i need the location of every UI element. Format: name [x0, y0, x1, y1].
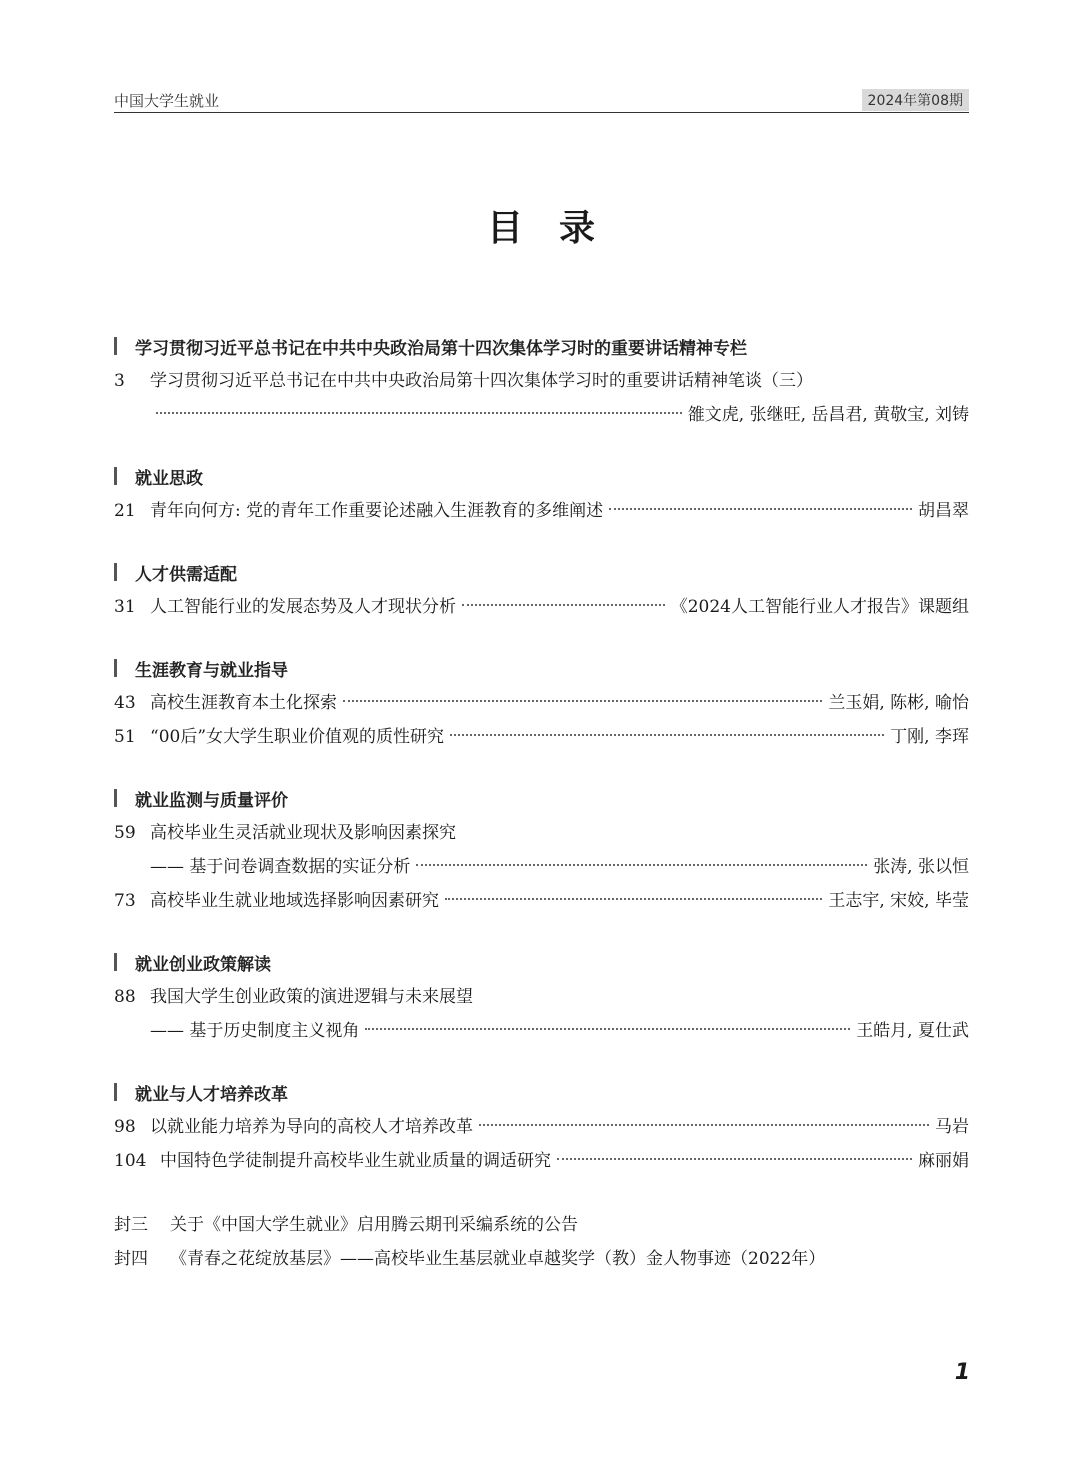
toc-section: [114, 332, 969, 432]
toc-section: [114, 558, 969, 624]
toc-entry[interactable]: [114, 1144, 969, 1178]
journal-name: 中国大学生就业: [114, 92, 220, 110]
toc-entry[interactable]: [114, 364, 969, 432]
leader-dots: [343, 700, 822, 702]
section-marker: [114, 789, 117, 807]
entry-author: 王皓月, 夏仕武: [856, 1021, 969, 1041]
entry-page-number: 73: [114, 891, 136, 911]
entry-author: 兰玉娟, 陈彬, 喻怡: [828, 693, 969, 713]
issue-badge: 2024年第08期: [862, 89, 969, 111]
entry-page-number: 104: [114, 1151, 147, 1171]
entry-page-number: 51: [114, 727, 136, 747]
entry-title[interactable]: 中国特色学徒制提升高校毕业生就业质量的调适研究: [160, 1151, 551, 1171]
toc-entry[interactable]: [114, 720, 969, 754]
entry-subtitle-line: [114, 1014, 969, 1048]
entry-author: 胡昌翠: [918, 501, 969, 521]
entry-line: [114, 884, 969, 918]
page-title: 目录: [486, 208, 631, 249]
entry-page-number: 3: [114, 371, 125, 391]
entry-subtitle: —— 基于历史制度主义视角: [150, 1021, 360, 1041]
leader-dots: [365, 1028, 850, 1030]
entry-line: [114, 590, 969, 624]
toc-section: [114, 462, 969, 528]
section-marker: [114, 467, 117, 485]
section-heading-text: 人才供需适配: [135, 564, 237, 585]
cover-entry[interactable]: [114, 1208, 969, 1242]
cover-text: 《青春之花绽放基层》——高校毕业生基层就业卓越奖学（教）金人物事迹（2022年）: [170, 1249, 826, 1269]
entry-author: 王志宇, 宋姣, 毕莹: [828, 891, 969, 911]
entry-author: 张涛, 张以恒: [873, 857, 969, 877]
entry-title[interactable]: 高校毕业生灵活就业现状及影响因素探究: [150, 823, 456, 843]
entry-author: 《2024人工智能行业人才报告》课题组: [670, 597, 969, 617]
entry-author: 马岩: [935, 1117, 969, 1137]
toc-section: [114, 784, 969, 918]
cover-label: 封四: [114, 1249, 148, 1269]
entry-subtitle-line: [114, 850, 969, 884]
section-heading-text: 就业创业政策解读: [135, 954, 271, 975]
section-heading: [114, 654, 969, 682]
entry-line: [114, 1144, 969, 1178]
section-heading: [114, 784, 969, 812]
toc-entry[interactable]: [114, 686, 969, 720]
entry-title[interactable]: 人工智能行业的发展态势及人才现状分析: [150, 597, 456, 617]
entry-line: [114, 686, 969, 720]
section-heading: [114, 558, 969, 586]
table-of-contents: [114, 332, 969, 1276]
section-heading-text: 就业与人才培养改革: [135, 1084, 288, 1105]
leader-dots: [156, 412, 682, 414]
section-marker: [114, 953, 117, 971]
section-heading-text: 生涯教育与就业指导: [135, 660, 288, 681]
entry-author-line: [114, 398, 969, 432]
entry-title[interactable]: 青年向何方: 党的青年工作重要论述融入生涯教育的多维阐述: [150, 501, 604, 521]
cover-list: [114, 1208, 969, 1276]
leader-dots: [445, 898, 822, 900]
entry-title[interactable]: 学习贯彻习近平总书记在中共中央政治局第十四次集体学习时的重要讲话精神笔谈（三）: [150, 371, 813, 391]
section-marker: [114, 1083, 117, 1101]
entry-line: [114, 816, 969, 850]
section-heading-text: 就业思政: [135, 468, 203, 489]
entry-author: 雒文虎, 张继旺, 岳昌君, 黄敬宝, 刘铸: [687, 405, 969, 425]
section-marker: [114, 659, 117, 677]
toc-entry[interactable]: [114, 884, 969, 918]
entry-title[interactable]: “00后”女大学生职业价值观的质性研究: [150, 727, 445, 747]
leader-dots: [479, 1124, 929, 1126]
entry-page-number: 43: [114, 693, 136, 713]
cover-text: 关于《中国大学生就业》启用腾云期刊采编系统的公告: [170, 1215, 578, 1235]
toc-section: [114, 948, 969, 1048]
cover-entry[interactable]: [114, 1242, 969, 1276]
cover-label: 封三: [114, 1215, 148, 1235]
leader-dots: [450, 734, 884, 736]
entry-subtitle: —— 基于问卷调查数据的实证分析: [150, 857, 411, 877]
entry-author: 麻丽娟: [918, 1151, 969, 1171]
entry-page-number: 31: [114, 597, 136, 617]
entry-page-number: 59: [114, 823, 136, 843]
entry-line: [114, 494, 969, 528]
entry-line: [114, 980, 969, 1014]
toc-entry[interactable]: [114, 980, 969, 1048]
section-marker: [114, 337, 117, 355]
toc-entry[interactable]: [114, 494, 969, 528]
running-header: [114, 88, 969, 113]
entry-page-number: 88: [114, 987, 136, 1007]
section-heading-text: 学习贯彻习近平总书记在中共中央政治局第十四次集体学习时的重要讲话精神专栏: [135, 338, 747, 359]
entry-author: 丁刚, 李珲: [890, 727, 969, 747]
toc-entry[interactable]: [114, 816, 969, 884]
section-marker: [114, 563, 117, 581]
section-heading: [114, 1078, 969, 1106]
leader-dots: [462, 604, 665, 606]
entry-page-number: 21: [114, 501, 136, 521]
toc-section: [114, 654, 969, 754]
section-heading: [114, 948, 969, 976]
section-heading: [114, 462, 969, 490]
toc-section: [114, 1078, 969, 1178]
section-heading-text: 就业监测与质量评价: [135, 790, 288, 811]
toc-entry[interactable]: [114, 1110, 969, 1144]
entry-line: [114, 1110, 969, 1144]
entry-page-number: 98: [114, 1117, 136, 1137]
entry-line: [114, 364, 969, 398]
page-number: 1: [954, 1360, 970, 1385]
entry-line: [114, 720, 969, 754]
leader-dots: [416, 864, 867, 866]
section-heading: [114, 332, 969, 360]
entry-title[interactable]: 高校毕业生就业地域选择影响因素研究: [150, 891, 439, 911]
leader-dots: [557, 1158, 912, 1160]
entry-title[interactable]: 我国大学生创业政策的演进逻辑与未来展望: [150, 987, 473, 1007]
leader-dots: [609, 508, 912, 510]
entry-title[interactable]: 以就业能力培养为导向的高校人才培养改革: [150, 1117, 473, 1137]
toc-entry[interactable]: [114, 590, 969, 624]
entry-title[interactable]: 高校生涯教育本土化探索: [150, 693, 337, 713]
